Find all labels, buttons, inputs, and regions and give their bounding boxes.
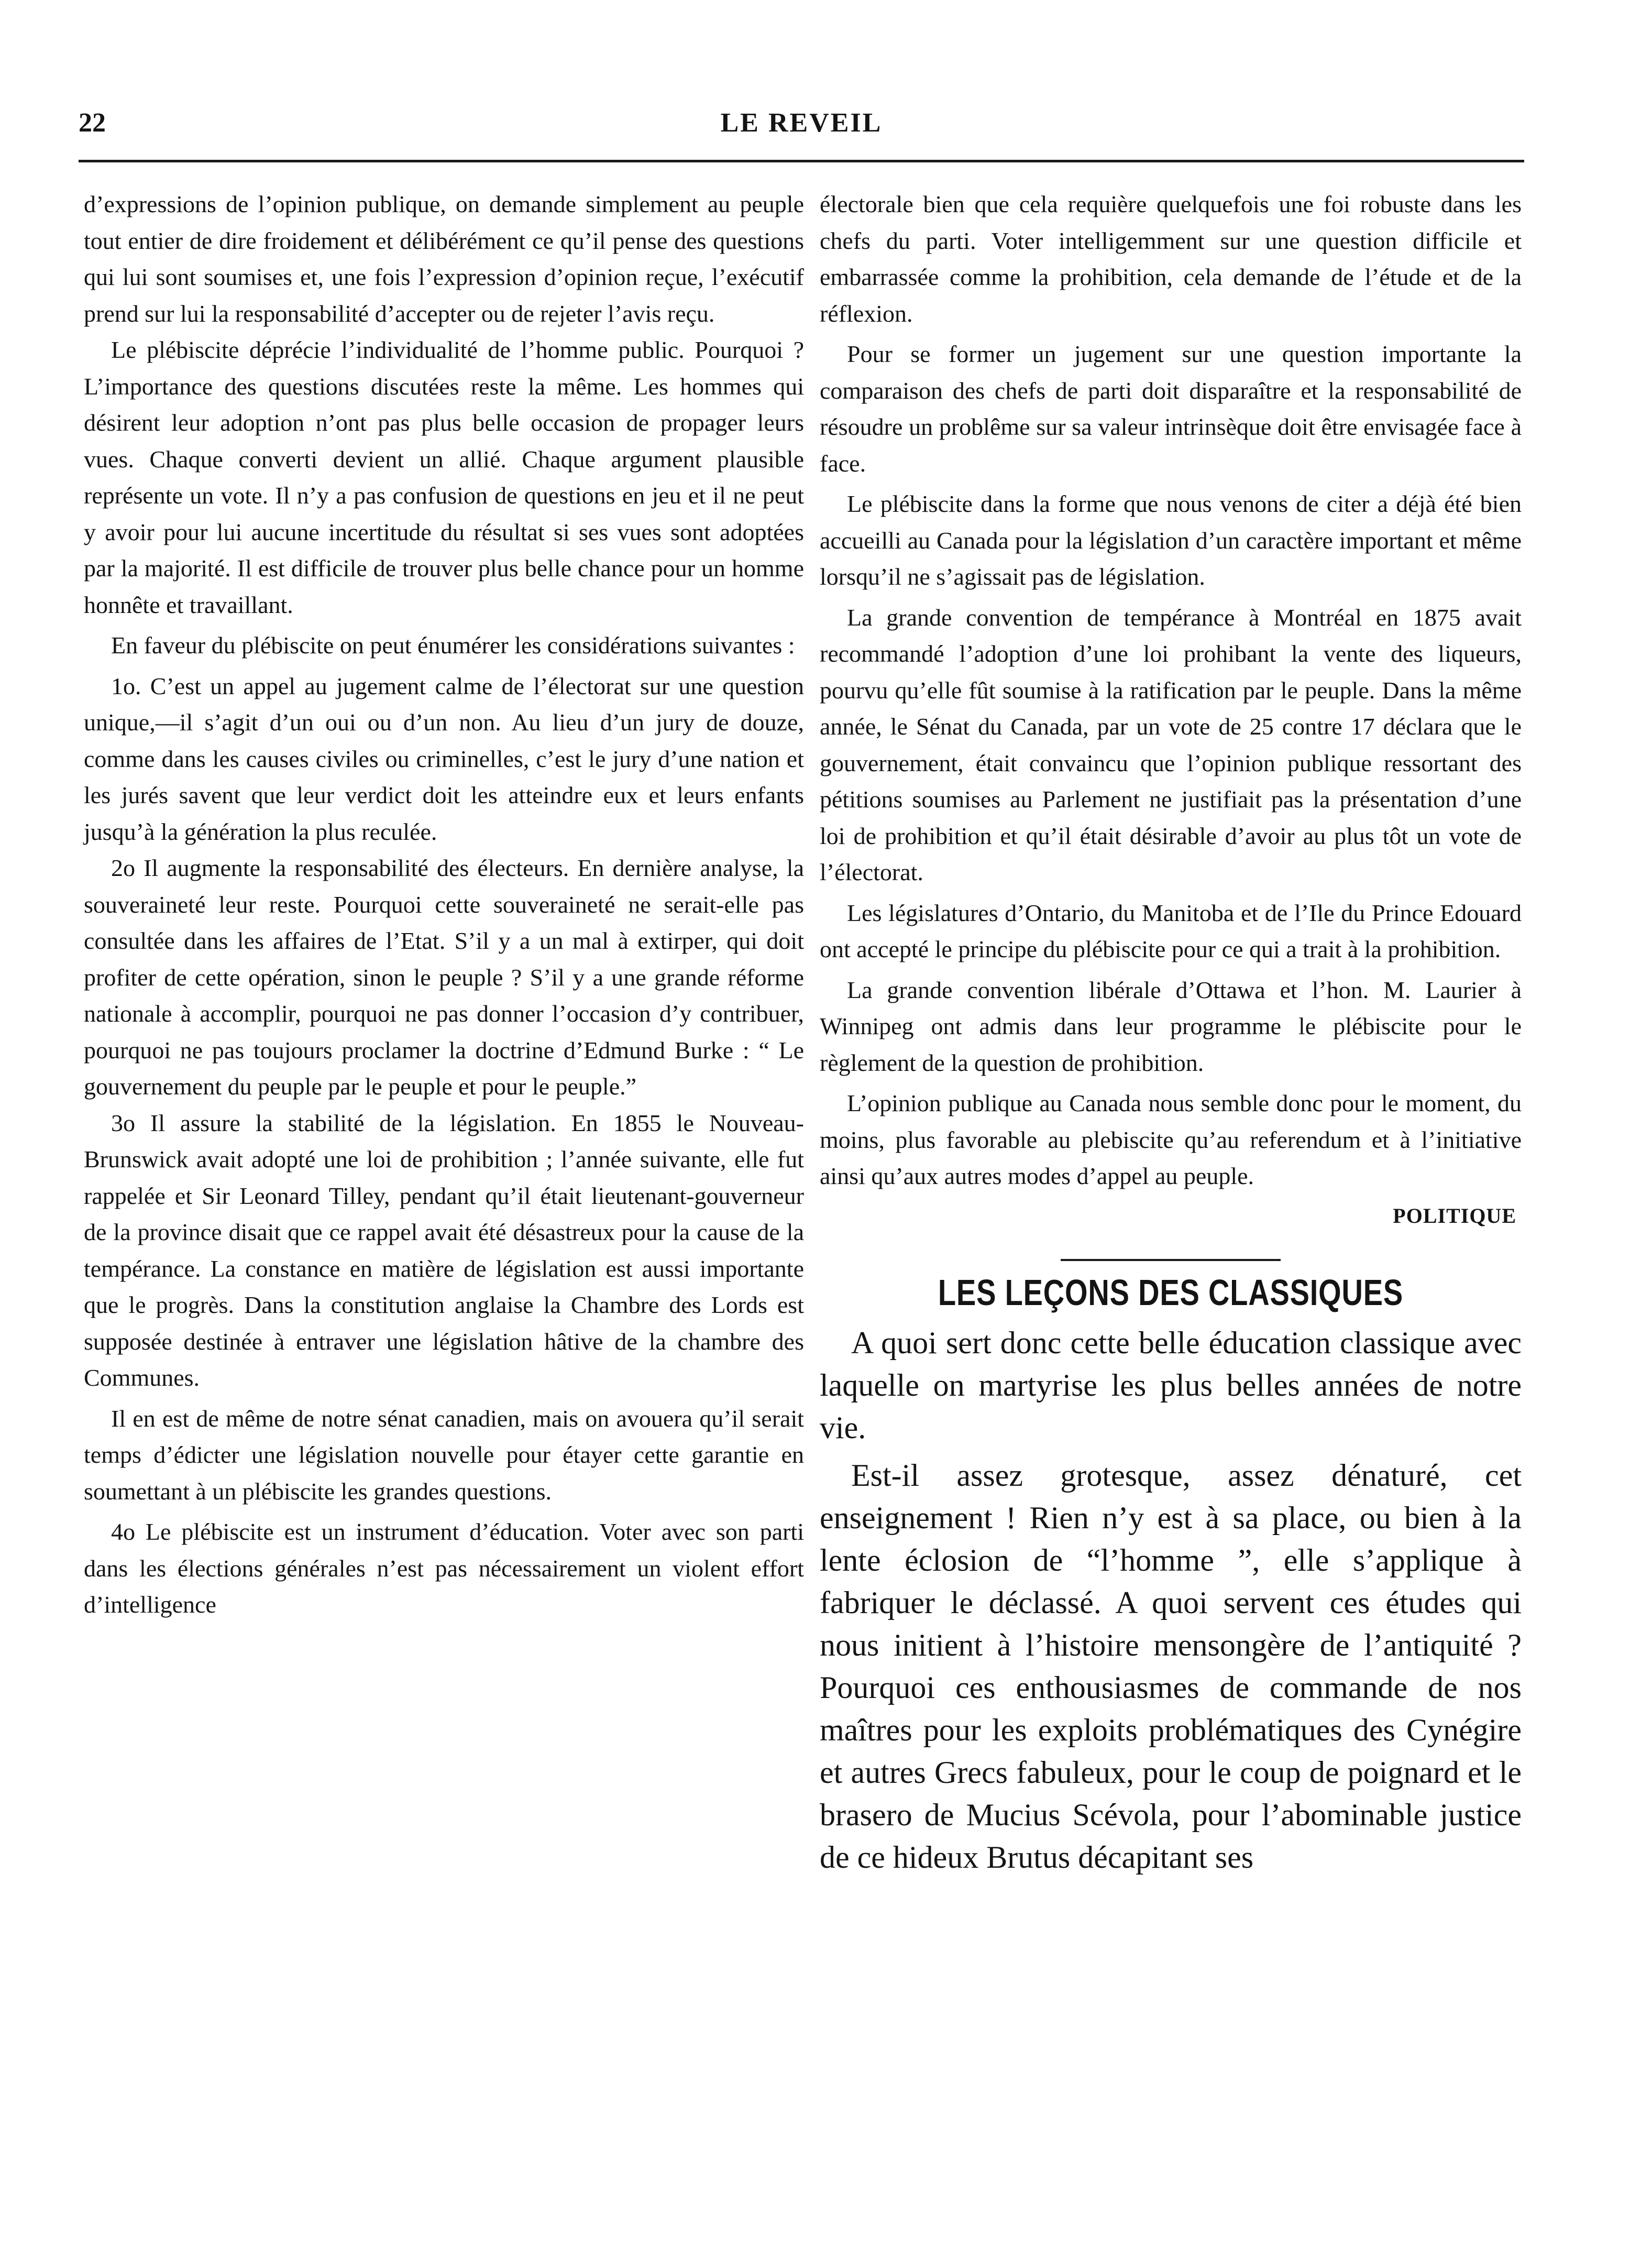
paragraph: électorale bien que cela requière quelquefois une foi robuste dans les chefs du parti. Voter intelligemment sur une question difficile et embarrassée comme la prohibition, cela demande de l’étude et de la réflexion. (820, 191, 1522, 327)
article-signature: POLITIQUE (1393, 1203, 1516, 1228)
paragraph: A quoi sert donc cette belle éducation classique avec laquelle on martyrise les plus belles années de notre vie. (820, 1325, 1522, 1445)
paragraph: Il en est de même de notre sénat canadien, mais on avouera qu’il serait temps d’édicter une législation nouvelle pour étayer cette garantie en soumettant à un plébiscite les grandes questions. (84, 1405, 804, 1505)
section-divider (1061, 1259, 1281, 1261)
paragraph: d’expressions de l’opinion publique, on demande simplement au peuple tout entier de dire froidement et délibérément ce qu’il pense des questions qui lui sont soumises et, une fois l’expression d’opinion reçue, l’exécutif prend sur lui la responsabilité d’accepter ou de rejeter l’avis reçu. (84, 191, 804, 327)
left-column (84, 186, 804, 1623)
paragraph: 3o Il assure la stabilité de la législation. En 1855 le Nouveau-Brunswick avait adopté une loi de prohibition ; l’année suivante, elle fut rappelée et Sir Leonard Tilley, pendant qu’il était lieutenant-gouverneur de la province disait que ce rappel avait été désastreux pour la cause de la tempérance. La constance en matière de législation est aussi importante que le progrès. Dans la constitution anglaise la Chambre des Lords est supposée destinée à entraver une législation hâtive de la chambre des Communes. (84, 1109, 804, 1391)
header-rule (79, 160, 1524, 162)
paragraph: Est-il assez grotesque, assez dénaturé, cet enseignement ! Rien n’y est à sa place, ou bien à la lente éclosion de “l’homme ”, elle s’applique à fabriquer le déclassé. A quoi servent ces études qui nous initient à l’histoire mensongère de l’antiquité ? Pourquoi ces enthousiasmes de commande de nos maîtres pour les exploits problématiques des Cynégire et autres Grecs fabuleux, pour le coup de poignard et le brasero de Mucius Scévola, pour l’abominable justice de ce hideux Brutus décapitant ses (820, 1458, 1522, 1875)
paragraph: En faveur du plébiscite on peut énumérer les considérations suivantes : (111, 632, 795, 659)
paragraph: La grande convention libérale d’Ottawa et l’hon. M. Laurier à Winnipeg ont admis dans leur programme le plébiscite pour le règlement de la question de prohibition. (820, 976, 1522, 1076)
paragraph: Le plébiscite déprécie l’individualité de l’homme public. Pourquoi ? L’importance des questions discutées reste la même. Les hommes qui désirent leur adoption n’ont pas plus belle occasion de propager leurs vues. Chaque converti devient un allié. Chaque argument plausible représente un vote. Il n’y a pas confusion de questions en jeu et il ne peut y avoir pour lui aucune incertitude du résultat si ses vues sont adoptées par la majorité. Il est difficile de trouver plus belle chance pour un homme honnête et travaillant. (84, 336, 804, 618)
page-header (79, 107, 1524, 149)
paragraph: 4o Le plébiscite est un instrument d’éducation. Voter avec son parti dans les élections générales n’est pas nécessairement un violent effort d’intelligence (84, 1518, 804, 1618)
section-title: LES LEÇONS DES CLASSIQUES (938, 1272, 1404, 1313)
paragraph: 1o. C’est un appel au jugement calme de l’électorat sur une question unique,—il s’agit d’un oui ou d’un non. Au lieu d’un jury de douze, comme dans les causes civiles ou criminelles, c’est le jury d’une nation et les jurés savent que leur verdict doit les atteindre eux et leurs enfants jusqu’à la génération la plus reculée. (84, 672, 804, 845)
paragraph: La grande convention de tempérance à Montréal en 1875 avait recommandé l’adoption d’une loi prohibant la vente des liqueurs, pourvu qu’elle fût soumise à la ratification par le peuple. Dans la même année, le Sénat du Canada, par un vote de 25 contre 17 déclara que le gouvernement, était convaincu que l’opinion publique ressortant des pétitions soumises au Parlement ne justifiait pas la présentation d’une loi de prohibition et qu’il était désirable d’avoir au plus tôt un vote de l’électorat. (820, 604, 1522, 885)
paragraph: Les législatures d’Ontario, du Manitoba et de l’Ile du Prince Edouard ont accepté le principe du plébiscite pour ce qui a trait à la prohibition. (820, 899, 1522, 962)
right-column (820, 186, 1522, 1879)
page-number: 22 (79, 108, 106, 138)
paragraph: L’opinion publique au Canada nous semble donc pour le moment, du moins, plus favorable au plebiscite qu’au referendum et à l’initiative ainsi qu’aux autres modes d’appel au peuple. (820, 1090, 1522, 1189)
paragraph: Pour se former un jugement sur une question importante la comparaison des chefs de parti doit disparaître et la responsabilité de résoudre un problême sur sa valeur intrinsèque doit être envisagée face à face. (820, 341, 1522, 477)
paragraph: Le plébiscite dans la forme que nous venons de citer a déjà été bien accueilli au Canada pour la législation d’un caractère important et même lorsqu’il ne s’agissait pas de législation. (820, 490, 1522, 590)
running-title: LE REVEIL (720, 108, 883, 138)
paragraph: 2o Il augmente la responsabilité des électeurs. En dernière analyse, la souveraineté leur reste. Pourquoi cette souveraineté ne serait-elle pas consultée dans les affaires de l’Etat. S’il y a un mal à extirper, qui doit profiter de cette opération, sinon le peuple ? S’il y a une grande réforme nationale à accomplir, pourquoi ne pas donner l’occasion d’y contribuer, pourquoi ne pas toujours proclamer la doctrine d’Edmund Burke : “ Le gouvernement du peuple par le peuple et pour le peuple.” (84, 854, 804, 1100)
